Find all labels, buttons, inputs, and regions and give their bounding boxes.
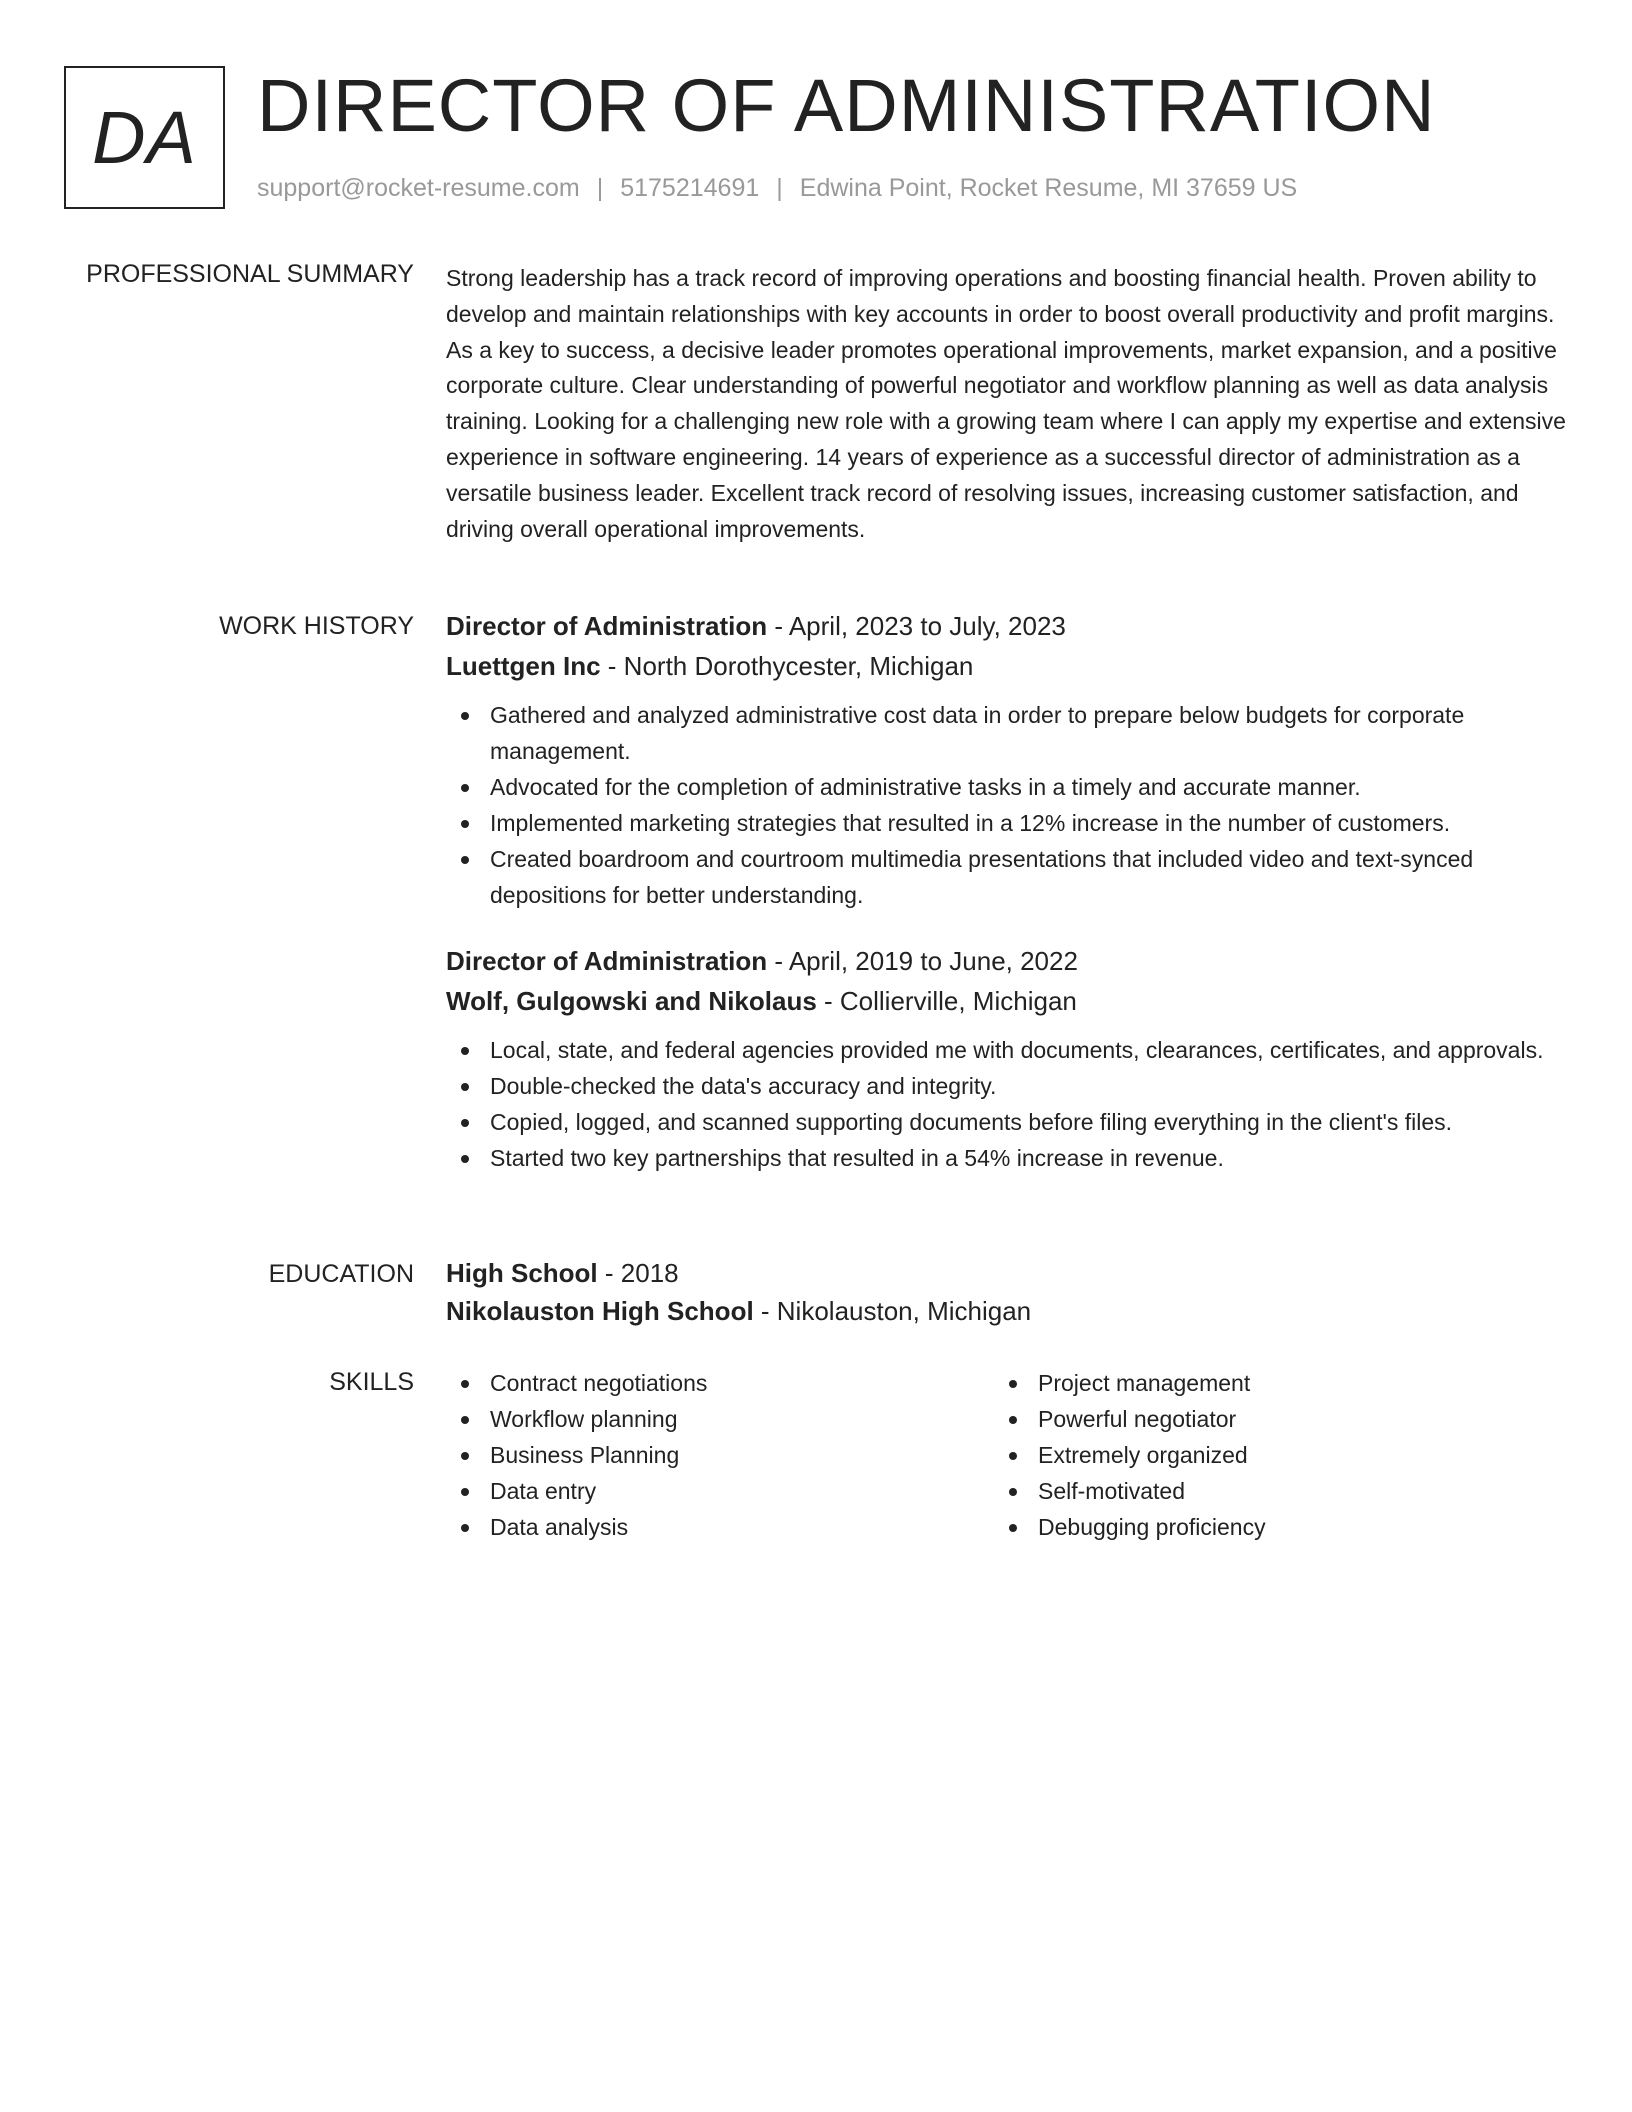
monogram-logo: DA (64, 66, 225, 209)
job-company-line (446, 981, 1566, 1021)
skills-body (446, 1365, 1566, 1545)
skills-list (994, 1365, 1542, 1545)
list-item: Project management (994, 1365, 1542, 1401)
list-item: Created boardroom and courtroom multimedia presentations that included video and text-synced depositions for better understanding. (446, 841, 1566, 913)
section-label-summary: PROFESSIONAL SUMMARY (86, 260, 414, 288)
section-label-work-history: WORK HISTORY (219, 612, 414, 640)
education-school-line (446, 1292, 1566, 1330)
job-duties-list (446, 697, 1566, 913)
section-label-education: EDUCATION (268, 1260, 414, 1288)
resume-header (64, 66, 1568, 210)
list-item: Started two key partnerships that resulted in a 54% increase in revenue. (446, 1140, 1566, 1176)
email-text: support@rocket-resume.com (257, 174, 580, 202)
list-item: Powerful negotiator (994, 1401, 1542, 1437)
job-company: Luettgen Inc (446, 651, 601, 681)
job-title: Director of Administration (446, 611, 768, 641)
list-item: Advocated for the completion of administrative tasks in a timely and accurate manner. (446, 769, 1566, 805)
section-label-skills: SKILLS (329, 1368, 414, 1396)
list-item: Contract negotiations (446, 1365, 994, 1401)
separator: | (776, 174, 783, 202)
list-item: Local, state, and federal agencies provided me with documents, clearances, certificates, and approvals. (446, 1032, 1566, 1068)
job-location: - Collierville, Michigan (816, 986, 1077, 1016)
job-entry (446, 606, 1566, 913)
job-company-line (446, 646, 1566, 686)
summary-body (446, 261, 1566, 547)
candidate-title: DIRECTOR OF ADMINISTRATION (257, 64, 1436, 147)
list-item: Data entry (446, 1473, 994, 1509)
job-title-line (446, 941, 1566, 981)
list-item: Data analysis (446, 1509, 994, 1545)
job-title-line (446, 606, 1566, 646)
skills-list (446, 1365, 994, 1545)
education-location: - Nikolauston, Michigan (753, 1296, 1032, 1326)
separator: | (596, 174, 604, 202)
job-dates: - April, 2023 to July, 2023 (767, 611, 1066, 641)
list-item: Extremely organized (994, 1437, 1542, 1473)
list-item: Debugging proficiency (994, 1509, 1542, 1545)
education-year: - 2018 (597, 1258, 679, 1288)
list-item: Double-checked the data's accuracy and integrity. (446, 1068, 1566, 1104)
list-item: Gathered and analyzed administrative cost data in order to prepare below budgets for corporate management. (446, 697, 1566, 769)
skills-columns (446, 1365, 1566, 1545)
job-entry (446, 941, 1566, 1176)
education-body (446, 1254, 1566, 1330)
summary-text: Strong leadership has a track record of improving operations and boosting financial health. Proven ability to develop and maintain relationships with key accounts in order to boost overall productivity and profit margins. As a key to success, a decisive leader promotes operational improvements, market expansion, and a positive corporate culture. Clear understanding of powerful negotiator and workflow planning as well as data analysis training. Looking for a challenging new role with a growing team where I can apply my expertise and extensive experience in software engineering. 14 years of experience as a successful director of administration as a versatile business leader. Excellent track record of resolving issues, increasing customer satisfaction, and driving overall operational improvements. (446, 265, 1566, 542)
job-dates: - April, 2019 to June, 2022 (767, 946, 1078, 976)
education-degree: High School (446, 1258, 598, 1288)
contact-line (257, 174, 1297, 203)
work-body (446, 606, 1566, 1176)
skills-column-right (994, 1365, 1542, 1545)
job-location: - North Dorothycester, Michigan (600, 651, 974, 681)
phone-text: 5175214691 (620, 174, 760, 202)
address-text: Edwina Point, Rocket Resume, MI 37659 US (799, 174, 1298, 202)
education-school: Nikolauston High School (446, 1296, 754, 1326)
list-item: Business Planning (446, 1437, 994, 1473)
list-item: Copied, logged, and scanned supporting documents before filing everything in the client's files. (446, 1104, 1566, 1140)
job-duties-list (446, 1032, 1566, 1176)
education-degree-line (446, 1254, 1566, 1292)
list-item: Workflow planning (446, 1401, 994, 1437)
job-company: Wolf, Gulgowski and Nikolaus (446, 986, 817, 1016)
list-item: Implemented marketing strategies that resulted in a 12% increase in the number of customers. (446, 805, 1566, 841)
job-title: Director of Administration (446, 946, 768, 976)
list-item: Self-motivated (994, 1473, 1542, 1509)
skills-column-left (446, 1365, 994, 1545)
